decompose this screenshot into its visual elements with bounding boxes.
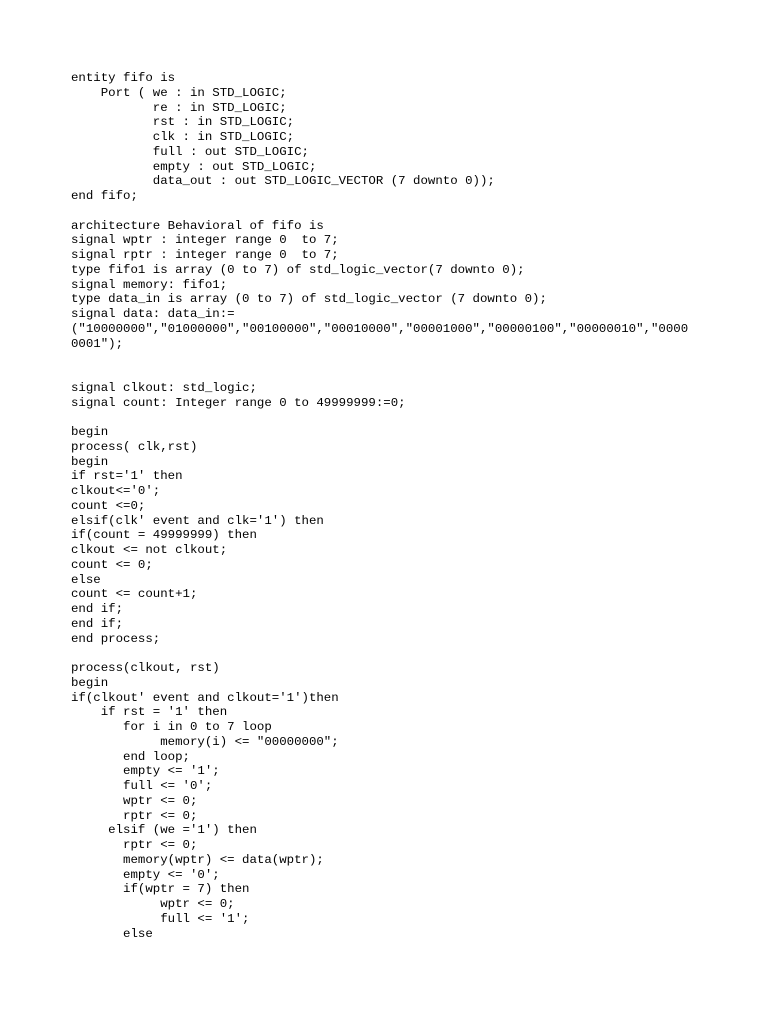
code-line: full <= '0';: [71, 779, 213, 793]
code-line: begin: [71, 675, 109, 690]
code-line: process(clkout, rst): [71, 661, 220, 675]
code-line: ("10000000","01000000","00100000","00010000","00001000","00000100","00000010","0000: [71, 321, 689, 336]
code-line: clkout <= not clkout;: [71, 543, 228, 557]
code-line: end loop;: [71, 749, 190, 764]
code-line: count <= count+1;: [71, 587, 198, 602]
code-line: type data_in is array (0 to 7) of std_logic_vector (7 downto 0);: [71, 292, 547, 307]
code-line: process( clk,rst): [71, 439, 198, 454]
code-line: entity fifo is: [71, 71, 176, 85]
code-line: re : in STD_LOGIC;: [71, 100, 287, 115]
code-line: end process;: [71, 631, 161, 646]
code-line: else: [71, 926, 153, 941]
code-line: signal clkout: std_logic;: [71, 380, 257, 395]
code-line: count <=0;: [71, 498, 146, 513]
code-line: if rst='1' then: [71, 469, 183, 484]
code-line: [71, 646, 688, 661]
code-line: signal wptr : integer range 0 to 7;: [71, 233, 339, 248]
code-line: 0001");: [71, 336, 124, 351]
code-line: empty <= '0';: [71, 867, 220, 882]
code-line: empty <= '1';: [71, 764, 220, 779]
code-line: clkout<='0';: [71, 484, 161, 498]
code-line: for i in 0 to 7 loop: [71, 720, 272, 734]
code-line: rst : in STD_LOGIC;: [71, 115, 295, 130]
code-line: [71, 351, 688, 366]
code-line: architecture Behavioral of fifo is: [71, 218, 324, 233]
code-line: begin: [71, 425, 109, 439]
code-line: if(clkout' event and clkout='1')then: [71, 690, 339, 705]
code-line: type fifo1 is array (0 to 7) of std_logic_vector(7 downto 0);: [71, 262, 525, 277]
code-line: if(wptr = 7) then: [71, 882, 250, 897]
code-line: elsif(clk' event and clk='1') then: [71, 513, 324, 528]
code-line: [71, 204, 688, 219]
code-line: wptr <= 0;: [71, 897, 235, 911]
code-line: memory(i) <= "00000000";: [71, 734, 339, 749]
code-line: Port ( we : in STD_LOGIC;: [71, 85, 287, 100]
code-line: else: [71, 572, 101, 587]
code-line: end fifo;: [71, 189, 138, 203]
code-line: if rst = '1' then: [71, 705, 228, 720]
code-line: signal data: data_in:=: [71, 307, 235, 321]
code-line: count <= 0;: [71, 557, 153, 572]
code-line: full : out STD_LOGIC;: [71, 144, 309, 159]
code-line: memory(wptr) <= data(wptr);: [71, 852, 324, 867]
code-line: data_out : out STD_LOGIC_VECTOR (7 downto 0));: [71, 174, 495, 189]
code-line: [71, 366, 688, 381]
code-line: [71, 410, 688, 425]
code-line: elsif (we ='1') then: [71, 823, 257, 838]
code-line: empty : out STD_LOGIC;: [71, 159, 317, 174]
code-line: wptr <= 0;: [71, 793, 198, 808]
code-line: signal memory: fifo1;: [71, 277, 228, 292]
code-line: full <= '1';: [71, 911, 250, 926]
code-line: clk : in STD_LOGIC;: [71, 130, 295, 144]
code-line: if(count = 49999999) then: [71, 528, 257, 543]
code-line: signal rptr : integer range 0 to 7;: [71, 248, 339, 262]
code-line: rptr <= 0;: [71, 838, 198, 852]
code-line: signal count: Integer range 0 to 49999999:=0;: [71, 395, 406, 410]
code-line: end if;: [71, 602, 124, 616]
code-line: rptr <= 0;: [71, 808, 198, 823]
code-line: begin: [71, 454, 109, 469]
code-line: end if;: [71, 616, 124, 631]
vhdl-code-block: [71, 71, 688, 941]
